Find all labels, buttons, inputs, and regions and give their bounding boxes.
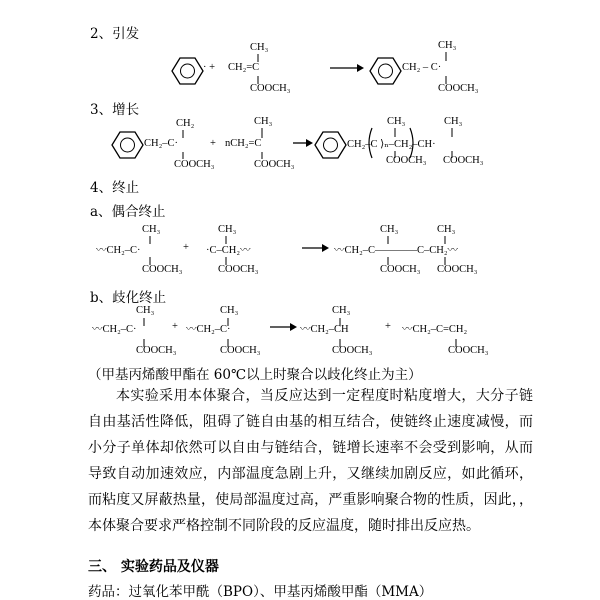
chem-text: COOCH₃ bbox=[448, 345, 489, 356]
chem-text: 〰CH₂–C· bbox=[96, 245, 141, 256]
chem-text: CH₂ – C· bbox=[402, 62, 442, 73]
benzene-ring-icon bbox=[370, 58, 401, 84]
step-coupling-heading: a、偶合终止 bbox=[90, 204, 166, 220]
benzene-ring-icon bbox=[315, 132, 346, 158]
chem-text: 〰CH₂–C· bbox=[92, 324, 137, 335]
chem-text: + bbox=[172, 321, 178, 332]
chem-text: + bbox=[210, 138, 216, 149]
chem-text: CH₃ bbox=[444, 116, 463, 127]
chem-text: 〰CH₂–C=CH₂ bbox=[402, 324, 468, 335]
chem-text: CH₃ bbox=[218, 224, 237, 235]
chem-text: COOCH₃ bbox=[386, 155, 427, 166]
chem-text: CH₃ bbox=[332, 305, 351, 316]
chem-text: CH₂ bbox=[176, 118, 195, 129]
chem-text: COOCH₃ bbox=[220, 345, 261, 356]
reaction-arrow-icon bbox=[302, 244, 329, 252]
chem-text: COOCH₃ bbox=[250, 83, 291, 94]
reaction-arrow-icon bbox=[293, 139, 313, 147]
chem-text: · + bbox=[203, 62, 216, 73]
chem-text: COOCH₃ bbox=[218, 264, 259, 275]
temperature-note: （甲基丙烯酸甲酯在 60℃以上时聚合以歧化终止为主） bbox=[88, 367, 422, 383]
chem-text: CH₃ bbox=[380, 224, 399, 235]
step-termination-heading: 4、终止 bbox=[90, 180, 140, 196]
benzene-ring-icon bbox=[172, 58, 203, 84]
chem-text: COOCH₃ bbox=[142, 264, 183, 275]
chem-text: CH₂–C· bbox=[144, 138, 178, 149]
section-heading: 三、 实验药品及仪器 bbox=[88, 559, 219, 575]
chem-text: CH₃ bbox=[387, 116, 406, 127]
chem-text: COOCH₃ bbox=[174, 159, 215, 170]
step-initiation-heading: 2、引发 bbox=[90, 26, 140, 42]
step-propagation-heading: 3、增长 bbox=[90, 102, 140, 118]
body-paragraph: 本实验采用本体聚合，当反应达到一定程度时粘度增大，大分子链自由基活性降低，阻碍了链自由基的相互结合，使链终止速度减慢，而小分子单体却依然可以自由与链结合，链增长速率不会受到影响，从而导致自动加速效应，内部温度急剧上升，又继续加剧反应，如此循环，而粘度又屏蔽热量，使局部温度过高，严重影响聚合物的性质，因此，，本体聚合要求严格控制不同阶段的反应温度，随时排出反应热。 bbox=[88, 388, 533, 534]
chem-text: COOCH₃ bbox=[437, 264, 478, 275]
step-disproportionation-heading: b、歧化终止 bbox=[90, 290, 167, 306]
chem-text: ·C–CH₂〰 bbox=[206, 245, 251, 256]
chem-text: COOCH₃ bbox=[332, 345, 373, 356]
chem-text: nCH₂=C bbox=[225, 138, 262, 149]
chem-text: CH₃ bbox=[136, 305, 155, 316]
chem-text: + bbox=[385, 321, 391, 332]
chem-text: 〰CH₂–CH bbox=[300, 324, 349, 335]
chem-text: COOCH₃ bbox=[380, 264, 421, 275]
chem-text: CH₂=C bbox=[228, 62, 260, 73]
chem-text: COOCH₃ bbox=[254, 159, 295, 170]
chem-text: CH₃ bbox=[437, 224, 456, 235]
chem-text: 〰CH₂–C· bbox=[186, 324, 231, 335]
chem-text: CH₃ bbox=[220, 305, 239, 316]
chem-text: CH₃ bbox=[438, 40, 457, 51]
chem-text: + bbox=[183, 242, 189, 253]
chem-text: COOCH₃ bbox=[438, 83, 479, 94]
chem-text: 〰CH₂–C————C–CH₂〰 bbox=[334, 245, 459, 256]
reagents-line: 药品：过氧化苯甲酰（BPO）、甲基丙烯酸甲酯（MMA） bbox=[88, 584, 433, 600]
benzene-ring-icon bbox=[112, 132, 143, 158]
chem-text: COOCH₃ bbox=[136, 345, 177, 356]
reaction-arrow-icon bbox=[330, 64, 364, 72]
reaction-arrow-icon bbox=[270, 323, 297, 331]
chem-text: COOCH₃ bbox=[443, 155, 484, 166]
chem-text: CH₃ bbox=[142, 224, 161, 235]
chem-text: CH₃ bbox=[250, 42, 269, 53]
chem-text: CH₂–C ⟩ₙ–CH₂–CH· bbox=[347, 139, 436, 150]
chem-text: CH₃ bbox=[254, 116, 273, 127]
